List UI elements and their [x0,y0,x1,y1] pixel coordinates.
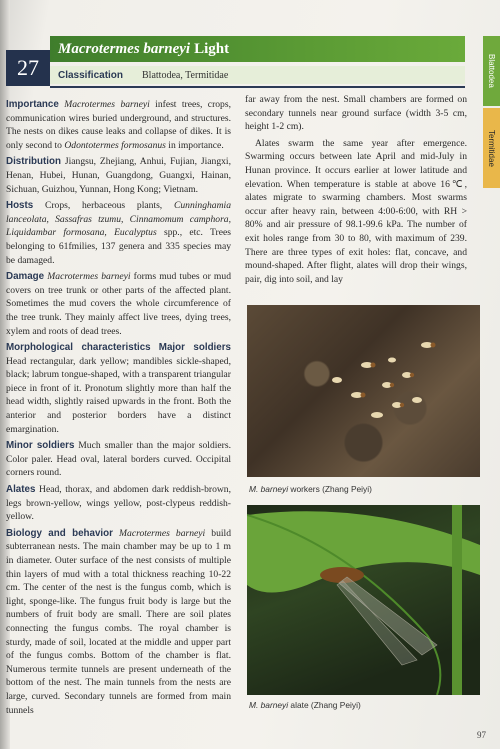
section-number: 27 [6,50,50,86]
biology-sci-name: Macrotermes barneyi [119,527,206,539]
right-column [245,93,467,289]
distribution-text: Jiangsu, Zhejiang, Anhui, Fujian, Jiangxi, Henan, Hubei, Hunan, Guangdong, Guangxi, Hainan, Sichuan, Guizhou, Yunnan, Hong Kong; Vietnam. [6,156,231,195]
title-common-name: Light [194,40,230,57]
damage-heading: Damage [6,271,45,283]
damage-sci-name: Macrotermes barneyi [47,271,131,283]
caption-2-text: alate (Zhang Peiyi) [288,700,361,710]
alates-text: Head, thorax, and abdomen dark reddish-brown, legs brown-yellow, wings yellow, post-clypeus reddish-yellow. [6,484,231,523]
workers-caption [249,484,372,494]
classification-row [50,66,465,84]
caption-1-sci: M. barneyi [249,484,289,494]
importance-text-2: in importance. [165,139,224,151]
morphology-heading: Morphological characteristics [6,342,151,354]
distribution-paragraph [6,155,231,196]
biology-paragraph [6,527,231,717]
importance-text-1: infest trees, crops, communication wires buried underground, and structures. The nests on dikes cause leaks and collapse of dikes. It is only second to [6,99,231,151]
damage-paragraph [6,270,231,338]
workers-photo [247,305,480,477]
damage-text: forms mud tubes or mud covers on tree trunk or other parts of the affected plant. Sometimes the mud covers the whole circumference of the tree trunk. They mainly affect live trees, dying trees, xylem and roots of dead trees. [6,271,231,337]
right-paragraph-2: Alates swarm the same year after emergence. Swarming occurs between late April and mid-July in Hunan province. It occurs earlier at lower latitude and elevation. When temperature is stable at above 16℃, alates migrate to swarming chambers. Most swarms occur after heavy rain, between 4:00-6:00, with RH > 80% and air pressure of 98.1-99.6 kPa. The number of exit holes range from 30 to 80, with maximum of 239. There are three types of exit holes: flat, concave, and mound-shaped. After flight, alates will drop their wings, pair, dig into soil, and lay [245,137,467,285]
importance-paragraph [6,98,231,152]
classification-label: Classification [58,69,124,81]
right-paragraph-1: far away from the nest. Small chambers are formed on secondary tunnels near ground surface (width 3-5 cm, height 1-2 cm). [245,94,467,133]
distribution-heading: Distribution [6,156,61,168]
caption-1-text: workers (Zhang Peiyi) [288,484,372,494]
classification-value: Blattodea, Termitidae [142,69,229,81]
alates-paragraph [6,483,231,524]
hosts-sci-names: Cunninghamia lanceolata, Sassafras tzumu, Cinnamomum camphora, Liquidambar formosana, Eucalyptus [6,200,231,239]
minor-soldiers-heading: Minor soldiers [6,440,75,452]
major-soldiers-paragraph [6,341,231,436]
minor-soldiers-paragraph [6,439,231,480]
hosts-paragraph [6,199,231,267]
family-tab: Termitidae [483,108,500,188]
major-soldiers-text: Head rectangular, dark yellow; mandibles sickle-shaped, black; labrum tongue-shaped, with a transparent triangular piece in front of it. Pronotum slightly more than half the head width, slightly raised upwards in the front. Both the anterior and posterior borders have a distinct emargination. [6,355,231,435]
alate-photo [247,505,480,695]
hosts-text-2: spp., etc. Trees belonging to 61fmilies, 137 genera and 335 species may be damaged. [6,227,231,266]
title-scientific-name: Macrotermes barneyi [58,40,191,57]
biology-heading: Biology and behavior [6,527,113,539]
importance-sci-name-2: Odontotermes formosanus [64,139,166,151]
page-number: 97 [477,730,486,740]
importance-sci-name: Macrotermes barneyi [64,99,150,110]
header-divider [50,86,465,88]
minor-soldiers-text: Much smaller than the major soldiers. Color paler. Head oval, lateral borders curved. Occipital corners round. [6,440,231,479]
order-tab: Blattodea [483,36,500,106]
caption-2-sci: M. barneyi [249,700,289,710]
title-bar [50,36,465,62]
alates-heading: Alates [6,484,36,496]
alate-caption [249,700,361,710]
left-column [6,98,231,720]
hosts-heading: Hosts [6,200,34,212]
biology-text: build subterranean nests. The main chamber may be up to 1 m in diameter. Outer surface of the nest consists of multiple thin layers of mud with a total thickness reaching 10-22 cm. The center of the nest is the fungus comb, which is light, sponge-like. The fungus fruit body is large but the numbers of fruit body are small. There are soil plates connecting the fungus combs. The royal chamber is sturdy, made of soil, located at the middle and upper part of the fungus combs. Bottom of the chamber is flat. Numerous termite tunnels are present underneath of the bottom of the nest. The main tunnels from the nests are large, curved. Secondary tunnels are formed from main tunnels [6,527,231,716]
importance-heading: Importance [6,99,59,110]
hosts-text-1: Crops, herbaceous plants, [33,200,174,212]
major-soldiers-heading: Major soldiers [158,342,231,354]
